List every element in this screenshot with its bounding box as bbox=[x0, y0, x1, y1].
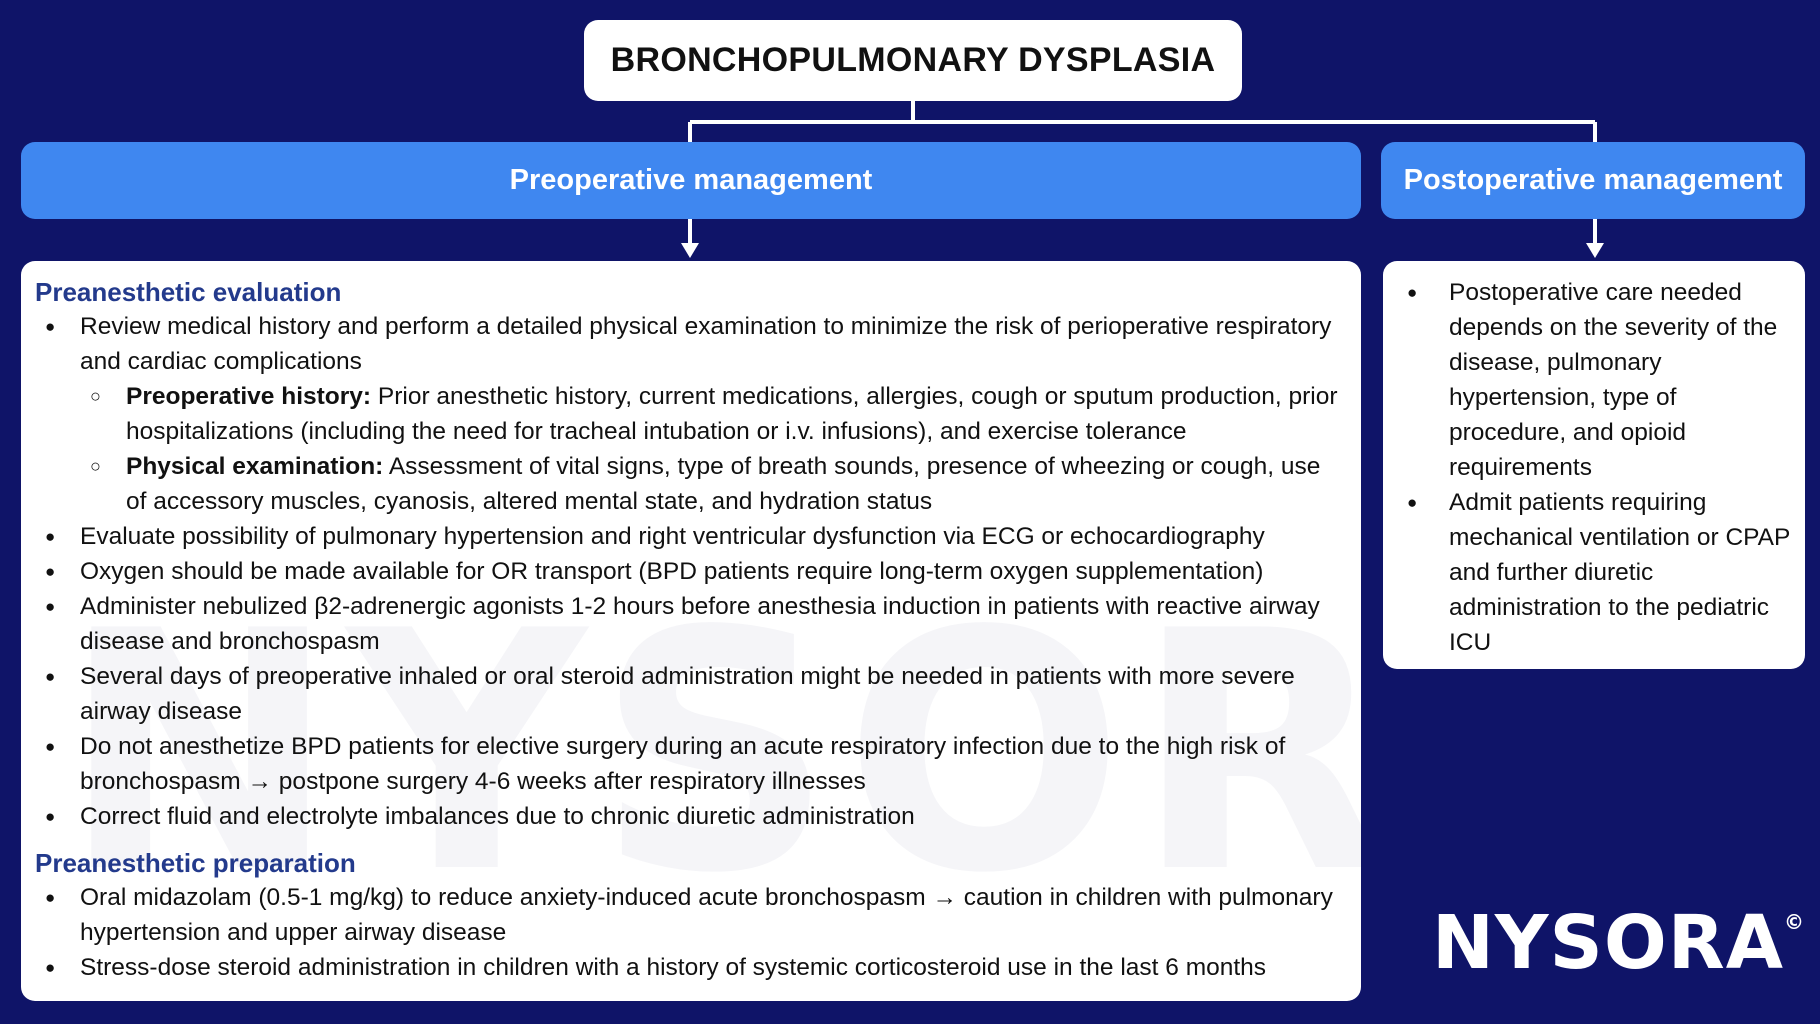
diagram-title: BRONCHOPULMONARY DYSPLASIA bbox=[584, 20, 1242, 101]
list-item: ● Review medical history and perform a detailed physical examination to minimize the risk of perioperative respiratory and cardiac complications ○ Preoperative history: Prior anesthetic history, current medications, allergies, cough or sputum production, prior hospitalizations (including the need for tracheal intubation or i.v. infusions), and exercise tolerance ○ Physical examination: Assessment of vital signs, type of breath sounds, presence of wheezing or cough, use of accessory muscles, cyanosis, altered mental state, and hydration status bbox=[35, 309, 1345, 519]
preoperative-header: Preoperative management bbox=[21, 142, 1361, 219]
list-item: ● Evaluate possibility of pulmonary hypertension and right ventricular dysfunction via ECG or echocardiography bbox=[35, 519, 1345, 554]
list-item: ● Oral midazolam (0.5-1 mg/kg) to reduce anxiety-induced acute bronchospasm → caution in children with pulmonary hypertension and upper airway disease bbox=[35, 880, 1345, 950]
section-title-evaluation: Preanesthetic evaluation bbox=[35, 277, 342, 307]
preoperative-panel bbox=[21, 261, 1361, 1001]
list-item: ● Stress-dose steroid administration in children with a history of systemic corticosteroid use in the last 6 months bbox=[35, 950, 1345, 985]
copyright-mark: © bbox=[1783, 910, 1805, 934]
list-item: ● Several days of preoperative inhaled or oral steroid administration might be needed in patients with more severe airway disease bbox=[35, 659, 1345, 729]
list-item: ● Correct fluid and electrolyte imbalances due to chronic diuretic administration bbox=[35, 799, 1345, 834]
list-item: ● Do not anesthetize BPD patients for elective surgery during an acute respiratory infection due to the high risk of bronchospasm → postpone surgery 4-6 weeks after respiratory illnesses bbox=[35, 729, 1345, 799]
nysora-logo: NYSORA© bbox=[1432, 900, 1805, 986]
postoperative-panel bbox=[1383, 261, 1805, 669]
list-item: ● Admit patients requiring mechanical ventilation or CPAP and further diuretic administration to the pediatric ICU bbox=[1397, 485, 1791, 660]
section-title-preparation: Preanesthetic preparation bbox=[35, 848, 356, 878]
sub-list bbox=[80, 379, 1345, 519]
list-item: ● Oxygen should be made available for OR transport (BPD patients require long-term oxygen supplementation) bbox=[35, 554, 1345, 589]
list-item: ● Administer nebulized β2-adrenergic agonists 1-2 hours before anesthesia induction in patients with reactive airway disease and bronchospasm bbox=[35, 589, 1345, 659]
sub-list-item: ○ Physical examination: Assessment of vital signs, type of breath sounds, presence of wheezing or cough, use of accessory muscles, cyanosis, altered mental state, and hydration status bbox=[80, 449, 1345, 519]
evaluation-list bbox=[35, 309, 1345, 834]
preparation-list bbox=[35, 880, 1345, 985]
postoperative-list bbox=[1397, 275, 1791, 660]
sub-list-item: ○ Preoperative history: Prior anesthetic history, current medications, allergies, cough or sputum production, prior hospitalizations (including the need for tracheal intubation or i.v. infusions), and exercise tolerance bbox=[80, 379, 1345, 449]
postoperative-header: Postoperative management bbox=[1381, 142, 1805, 219]
list-item: ● Postoperative care needed depends on the severity of the disease, pulmonary hypertension, type of procedure, and opioid requirements bbox=[1397, 275, 1791, 485]
